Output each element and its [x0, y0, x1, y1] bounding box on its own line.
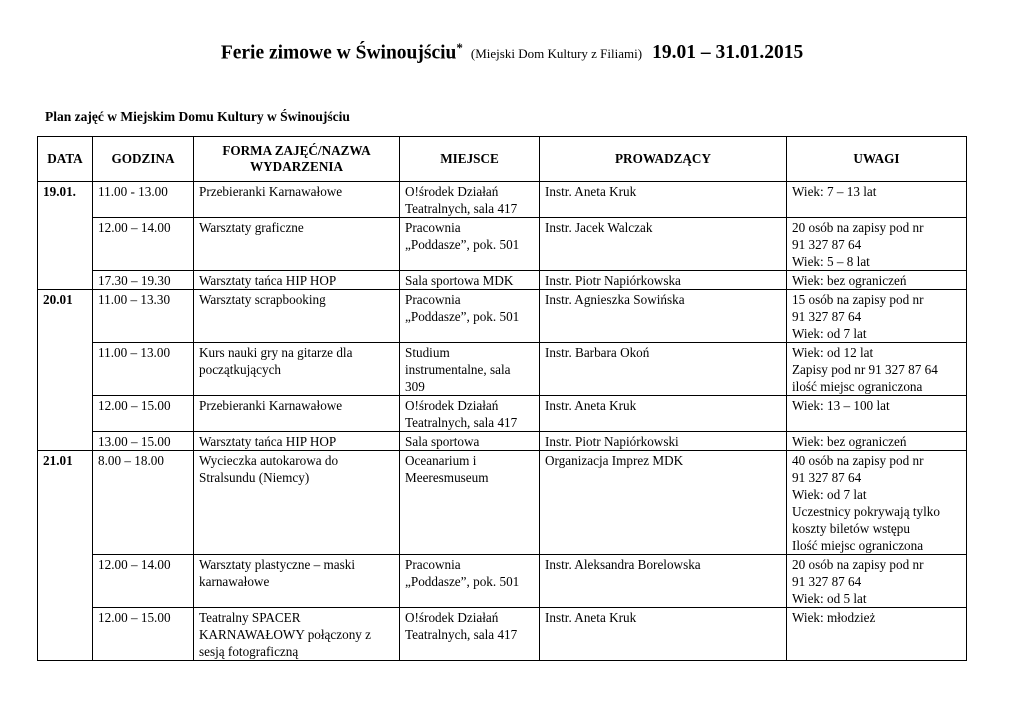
time-cell: 12.00 – 14.00	[93, 218, 194, 271]
header-place: MIEJSCE	[400, 137, 540, 182]
place-line: O!środek Działań	[405, 398, 499, 413]
place-cell	[400, 182, 540, 218]
place-cell	[400, 271, 540, 290]
notes-cell	[787, 432, 967, 451]
date-cell: 21.01	[38, 451, 93, 661]
place-line: Studium	[405, 345, 450, 360]
event-cell	[194, 451, 400, 555]
place-line: Sala sportowa MDK	[405, 273, 514, 288]
event-line: Warsztaty scrapbooking	[199, 292, 326, 307]
event-cell	[194, 396, 400, 432]
notes-line: 40 osób na zapisy pod nr	[792, 453, 924, 468]
table-header-row	[38, 137, 967, 182]
place-cell	[400, 218, 540, 271]
table-row	[38, 451, 967, 555]
notes-line: Wiek: 5 – 8 lat	[792, 254, 870, 269]
table-row	[38, 555, 967, 608]
header-notes: UWAGI	[787, 137, 967, 182]
place-line: O!środek Działań	[405, 610, 499, 625]
event-cell	[194, 218, 400, 271]
notes-cell	[787, 451, 967, 555]
event-cell	[194, 271, 400, 290]
notes-cell	[787, 608, 967, 661]
event-cell	[194, 290, 400, 343]
place-line: Pracownia	[405, 220, 461, 235]
event-line: KARNAWAŁOWY połączony z	[199, 627, 372, 642]
lead-cell: Instr. Piotr Napiórkowska	[540, 271, 787, 290]
notes-line: Wiek: od 7 lat	[792, 487, 867, 502]
time-cell: 13.00 – 15.00	[93, 432, 194, 451]
time-cell: 17.30 – 19.30	[93, 271, 194, 290]
place-line: O!środek Działań	[405, 184, 499, 199]
notes-line: Ilość miejsc ograniczona	[792, 538, 924, 553]
place-cell	[400, 343, 540, 396]
notes-line: ilość miejsc ograniczona	[792, 379, 923, 394]
notes-line: 15 osób na zapisy pod nr	[792, 292, 924, 307]
event-line: Przebieranki Karnawałowe	[199, 398, 343, 413]
notes-line: 20 osób na zapisy pod nr	[792, 557, 924, 572]
event-line: karnawałowe	[199, 574, 270, 589]
notes-line: Wiek: młodzież	[792, 610, 876, 625]
event-line: Przebieranki Karnawałowe	[199, 184, 343, 199]
place-line: 309	[405, 379, 425, 394]
time-cell: 12.00 – 15.00	[93, 396, 194, 432]
date-cell: 19.01.	[38, 182, 93, 290]
notes-cell	[787, 218, 967, 271]
event-line: Wycieczka autokarowa do	[199, 453, 339, 468]
event-line: początkujących	[199, 362, 282, 377]
place-cell	[400, 555, 540, 608]
lead-cell: Instr. Aleksandra Borelowska	[540, 555, 787, 608]
lead-cell: Instr. Jacek Walczak	[540, 218, 787, 271]
notes-line: Wiek: 7 – 13 lat	[792, 184, 877, 199]
event-line: Kurs nauki gry na gitarze dla	[199, 345, 353, 360]
table-row	[38, 182, 967, 218]
lead-cell: Instr. Agnieszka Sowińska	[540, 290, 787, 343]
event-cell	[194, 432, 400, 451]
lead-cell: Instr. Aneta Kruk	[540, 182, 787, 218]
notes-line: 91 327 87 64	[792, 237, 862, 252]
event-line: Warsztaty plastyczne – maski	[199, 557, 356, 572]
notes-line: Wiek: 13 – 100 lat	[792, 398, 890, 413]
place-line: Pracownia	[405, 557, 461, 572]
notes-cell	[787, 182, 967, 218]
place-line: instrumentalne, sala	[405, 362, 511, 377]
title-organizer: (Miejski Dom Kultury z Filiami)	[470, 46, 643, 62]
time-cell: 11.00 - 13.00	[93, 182, 194, 218]
event-line: Warsztaty tańca HIP HOP	[199, 434, 337, 449]
table-row	[38, 290, 967, 343]
notes-line: Wiek: bez ograniczeń	[792, 273, 907, 288]
notes-line: Wiek: od 12 lat	[792, 345, 874, 360]
notes-line: Wiek: bez ograniczeń	[792, 434, 907, 449]
table-row	[38, 432, 967, 451]
notes-cell	[787, 290, 967, 343]
notes-cell	[787, 271, 967, 290]
header-lead: PROWADZĄCY	[540, 137, 787, 182]
place-line: Teatralnych, sala 417	[405, 627, 518, 642]
place-cell	[400, 451, 540, 555]
time-cell: 8.00 – 18.00	[93, 451, 194, 555]
date-cell: 20.01	[38, 290, 93, 451]
table-row	[38, 271, 967, 290]
place-cell	[400, 608, 540, 661]
lead-cell: Instr. Aneta Kruk	[540, 608, 787, 661]
title-dates: 19.01 – 31.01.2015	[652, 42, 804, 64]
schedule-body	[38, 182, 967, 661]
time-cell: 11.00 – 13.30	[93, 290, 194, 343]
event-line: Warsztaty graficzne	[199, 220, 304, 235]
event-line: sesją fotograficzną	[199, 644, 299, 659]
event-cell	[194, 555, 400, 608]
event-cell	[194, 608, 400, 661]
event-cell	[194, 182, 400, 218]
header-date: DATA	[38, 137, 93, 182]
place-line: Teatralnych, sala 417	[405, 201, 518, 216]
header-event: FORMA ZAJĘĆ/NAZWA WYDARZENIA	[194, 137, 400, 182]
table-row	[38, 218, 967, 271]
event-line: Teatralny SPACER	[199, 610, 301, 625]
notes-line: 91 327 87 64	[792, 470, 862, 485]
place-cell	[400, 396, 540, 432]
place-line: Sala sportowa	[405, 434, 480, 449]
table-row	[38, 396, 967, 432]
notes-line: Wiek: od 5 lat	[792, 591, 867, 606]
place-line: Meeresmuseum	[405, 470, 489, 485]
document-title	[0, 40, 1024, 64]
time-cell: 11.00 – 13.00	[93, 343, 194, 396]
event-cell	[194, 343, 400, 396]
notes-line: Uczestnicy pokrywają tylko	[792, 504, 940, 519]
notes-line: koszty biletów wstępu	[792, 521, 910, 536]
table-row	[38, 608, 967, 661]
event-line: Stralsundu (Niemcy)	[199, 470, 310, 485]
title-asterisk: *	[456, 40, 463, 55]
notes-cell	[787, 555, 967, 608]
header-time: GODZINA	[93, 137, 194, 182]
notes-line: Zapisy pod nr 91 327 87 64	[792, 362, 938, 377]
place-line: Pracownia	[405, 292, 461, 307]
lead-cell: Instr. Piotr Napiórkowski	[540, 432, 787, 451]
table-row	[38, 343, 967, 396]
notes-line: Wiek: od 7 lat	[792, 326, 867, 341]
notes-line: 20 osób na zapisy pod nr	[792, 220, 924, 235]
place-cell	[400, 290, 540, 343]
title-main: Ferie zimowe w Świnoujściu	[220, 42, 457, 64]
notes-cell	[787, 396, 967, 432]
time-cell: 12.00 – 15.00	[93, 608, 194, 661]
place-line: „Poddasze”, pok. 501	[405, 309, 520, 324]
place-line: „Poddasze”, pok. 501	[405, 237, 520, 252]
place-line: „Poddasze”, pok. 501	[405, 574, 520, 589]
time-cell: 12.00 – 14.00	[93, 555, 194, 608]
notes-cell	[787, 343, 967, 396]
place-cell	[400, 432, 540, 451]
place-line: Teatralnych, sala 417	[405, 415, 518, 430]
notes-line: 91 327 87 64	[792, 309, 862, 324]
place-line: Oceanarium i	[405, 453, 477, 468]
schedule-table	[37, 136, 967, 661]
event-line: Warsztaty tańca HIP HOP	[199, 273, 337, 288]
section-heading: Plan zajęć w Miejskim Domu Kultury w Świnoujściu	[45, 109, 350, 124]
lead-cell: Instr. Barbara Okoń	[540, 343, 787, 396]
notes-line: 91 327 87 64	[792, 574, 862, 589]
lead-cell: Organizacja Imprez MDK	[540, 451, 787, 555]
lead-cell: Instr. Aneta Kruk	[540, 396, 787, 432]
